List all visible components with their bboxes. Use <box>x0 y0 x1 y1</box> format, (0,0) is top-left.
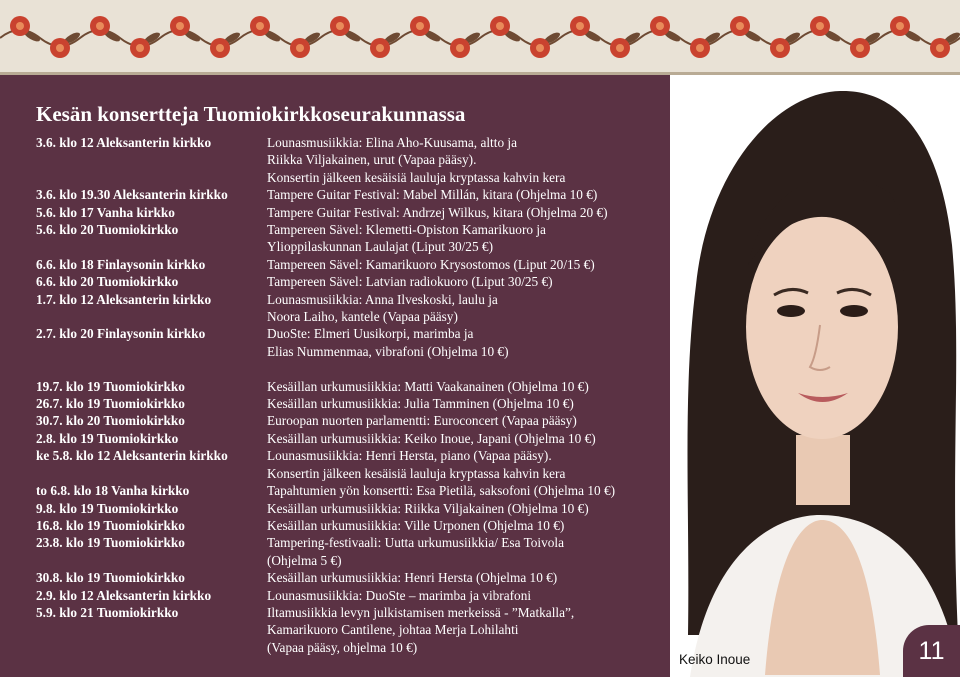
concert-date-venue: ke 5.8. klo 12 Aleksanterin kirkko <box>36 448 228 464</box>
concert-date-venue: 16.8. klo 19 Tuomiokirkko <box>36 517 185 533</box>
concert-description: Lounasmusiikkia: Anna Ilveskoski, laulu ja Noora Laiho, kantele (Vapaa pääsy) <box>267 291 498 325</box>
concert-date-venue: 5.9. klo 21 Tuomiokirkko <box>36 604 179 620</box>
schedule-row <box>36 204 666 221</box>
concert-description: Kesäillan urkumusiikkia: Julia Tamminen (Ohjelma 10 €) <box>267 396 574 412</box>
concert-date-venue: 3.6. klo 12 Aleksanterin kirkko <box>36 135 212 150</box>
concert-description: Iltamusiikkia levyn julkistamisen merkeissä - ”Matkalla”, Kamarikuoro Cantilene, johtaa Merja Lohilahti (Vapaa pääsy, ohjelma 10 €) <box>267 604 575 655</box>
concert-schedule <box>36 134 666 656</box>
floral-banner <box>0 0 960 75</box>
concert-date-venue: 5.6. klo 17 Vanha kirkko <box>36 204 175 220</box>
concert-date-venue: 5.6. klo 20 Tuomiokirkko <box>36 222 179 238</box>
concert-description: Kesäillan urkumusiikkia: Ville Urponen (Ohjelma 10 €) <box>267 517 565 533</box>
concert-description: Kesäillan urkumusiikkia: Henri Hersta (Ohjelma 10 €) <box>267 570 558 586</box>
schedule-row <box>36 569 666 586</box>
schedule-row <box>36 500 666 517</box>
flower-center <box>96 22 104 30</box>
schedule-row <box>36 273 666 290</box>
flower-center <box>616 44 624 52</box>
concert-date-venue: 9.8. klo 19 Tuomiokirkko <box>36 500 179 516</box>
flower-center <box>416 22 424 30</box>
concert-date-venue: 3.6. klo 19.30 Aleksanterin kirkko <box>36 187 228 203</box>
portrait-photo <box>670 75 960 677</box>
concert-date-venue: to 6.8. klo 18 Vanha kirkko <box>36 483 190 499</box>
schedule-row <box>36 395 666 412</box>
flower-center <box>16 22 24 30</box>
schedule-row <box>36 587 666 604</box>
row-spacer <box>36 360 666 377</box>
flower-center <box>896 22 904 30</box>
portrait-illustration <box>670 75 960 677</box>
flower-center <box>176 22 184 30</box>
concert-description: Tampereen Sävel: Klemetti-Opiston Kamarikuoro ja Ylioppilaskunnan Laulajat (Liput 30/25 €) <box>267 222 546 255</box>
schedule-row <box>36 447 666 482</box>
flower-center <box>56 44 64 52</box>
concert-date-venue: 6.6. klo 20 Tuomiokirkko <box>36 274 179 290</box>
concert-date-venue: 19.7. klo 19 Tuomiokirkko <box>36 378 185 394</box>
floral-pattern <box>0 0 960 72</box>
schedule-row <box>36 517 666 534</box>
schedule-row <box>36 430 666 447</box>
flower-center <box>656 22 664 30</box>
concert-description: Kesäillan urkumusiikkia: Matti Vaakanainen (Ohjelma 10 €) <box>267 378 589 394</box>
flower-center <box>536 44 544 52</box>
concert-date-venue: 26.7. klo 19 Tuomiokirkko <box>36 396 185 412</box>
photo-caption: Keiko Inoue <box>679 652 751 667</box>
concert-date-venue: 30.8. klo 19 Tuomiokirkko <box>36 570 185 586</box>
schedule-row <box>36 291 666 326</box>
concert-date-venue: 30.7. klo 20 Tuomiokirkko <box>36 413 185 429</box>
flower-center <box>376 44 384 52</box>
concert-description: Kesäillan urkumusiikkia: Riikka Viljakainen (Ohjelma 10 €) <box>267 500 589 516</box>
page-title: Kesän konsertteja Tuomiokirkkoseurakunnassa <box>36 102 466 126</box>
flower-center <box>696 44 704 52</box>
concert-description: DuoSte: Elmeri Uusikorpi, marimba ja Elias Nummenmaa, vibrafoni (Ohjelma 10 €) <box>267 326 509 359</box>
schedule-row <box>36 186 666 203</box>
flower-center <box>136 44 144 52</box>
concert-description: Kesäillan urkumusiikkia: Keiko Inoue, Japani (Ohjelma 10 €) <box>267 430 596 446</box>
concert-date-venue: 23.8. klo 19 Tuomiokirkko <box>36 535 185 551</box>
flower-center <box>296 44 304 52</box>
concert-description: Lounasmusiikkia: Henri Hersta, piano (Vapaa pääsy). Konsertin jälkeen kesäisiä lauluja kryptassa kahvin kera <box>267 448 566 481</box>
flower-center <box>456 44 464 52</box>
flower-center <box>256 22 264 30</box>
concert-date-venue: 6.6. klo 18 Finlaysonin kirkko <box>36 256 206 272</box>
concert-description: Tampereen Sävel: Kamarikuoro Krysostomos (Liput 20/15 €) <box>267 256 595 272</box>
schedule-row <box>36 256 666 273</box>
concert-description: Tampereen Sävel: Latvian radiokuoro (Liput 30/25 €) <box>267 274 553 290</box>
flower-center <box>776 44 784 52</box>
schedule-row <box>36 221 666 256</box>
concert-description: Lounasmusiikkia: Elina Aho-Kuusama, altto ja Riikka Viljakainen, urut (Vapaa pääsy). Konsertin jälkeen kesäisiä lauluja kryptassa kahvin kera <box>267 135 566 185</box>
concert-description: Tapahtumien yön konsertti: Esa Pietilä, saksofoni (Ohjelma 10 €) <box>267 483 616 499</box>
flower-center <box>736 22 744 30</box>
concert-description: Tampere Guitar Festival: Andrzej Wilkus, kitara (Ohjelma 20 €) <box>267 204 608 220</box>
concert-description: Tampere Guitar Festival: Mabel Millán, kitara (Ohjelma 10 €) <box>267 187 598 203</box>
schedule-row <box>36 134 666 186</box>
flower-center <box>936 44 944 52</box>
schedule-row <box>36 482 666 499</box>
flower-center <box>576 22 584 30</box>
schedule-row <box>36 378 666 395</box>
schedule-row <box>36 534 666 569</box>
flower-center <box>216 44 224 52</box>
concert-date-venue: 1.7. klo 12 Aleksanterin kirkko <box>36 291 212 307</box>
schedule-row <box>36 604 666 656</box>
schedule-row <box>36 412 666 429</box>
flower-center <box>856 44 864 52</box>
flower-center <box>496 22 504 30</box>
flower-center <box>336 22 344 30</box>
concert-description: Lounasmusiikkia: DuoSte – marimba ja vibrafoni <box>267 587 532 603</box>
page-number: 11 <box>903 625 960 677</box>
flower-center <box>816 22 824 30</box>
concert-description: Tampering-festivaali: Uutta urkumusiikkia/ Esa Toivola (Ohjelma 5 €) <box>267 535 565 568</box>
concert-date-venue: 2.9. klo 12 Aleksanterin kirkko <box>36 587 212 603</box>
concert-date-venue: 2.8. klo 19 Tuomiokirkko <box>36 430 179 446</box>
concert-date-venue: 2.7. klo 20 Finlaysonin kirkko <box>36 326 206 342</box>
schedule-row <box>36 325 666 360</box>
concert-description: Euroopan nuorten parlamentti: Euroconcert (Vapaa pääsy) <box>267 413 577 429</box>
